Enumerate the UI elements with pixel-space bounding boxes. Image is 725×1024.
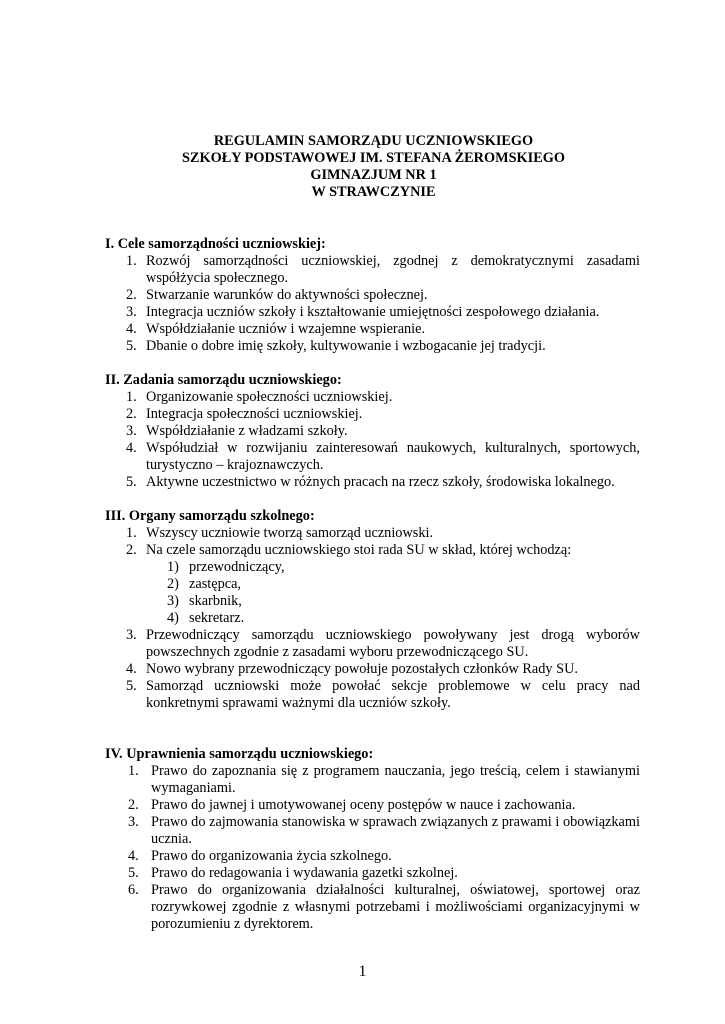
list-item [105,627,640,661]
item-text: Współdziałanie uczniów i wzajemne wspieranie. [146,321,426,337]
list-item [105,814,640,848]
item-text: Wszyscy uczniowie tworzą samorząd uczniowski. [146,525,434,541]
item-text: Prawo do zajmowania stanowiska w sprawach związanych z prawami i obowiązkami ucznia. [151,814,640,847]
item-number: 3. [126,627,137,643]
page-number: 1 [358,963,367,980]
item-text: Prawo do redagowania i wydawania gazetki szkolnej. [151,865,458,881]
item-number: 5. [126,474,137,490]
sub-list-item [105,559,640,576]
item-text: Aktywne uczestnictwo w różnych pracach na rzecz szkoły, środowiska lokalnego. [146,474,615,490]
list-item [105,338,640,355]
item-number: 5. [126,678,137,694]
title-line: REGULAMIN SAMORZĄDU UCZNIOWSKIEGO [213,133,534,149]
item-number: 5. [128,865,139,881]
list-item [105,542,640,559]
list-item [105,661,640,678]
item-number: 4. [126,440,137,456]
sub-item-text: zastępca, [189,576,241,592]
item-number: 1. [128,763,139,779]
title-line: SZKOŁY PODSTAWOWEJ IM. STEFANA ŻEROMSKIEGO [181,150,566,166]
item-text: Samorząd uczniowski może powołać sekcje problemowe w celu pracy nad konkretnymi sprawami ważnymi dla uczniów szkoły. [146,678,640,711]
list-item [105,253,640,287]
section-list [105,525,640,559]
title-line: W STRAWCZYNIE [311,184,436,200]
item-text: Prawo do zapoznania się z programem nauczania, jego treścią, celem i stawianymi wymaganiami. [151,763,640,796]
section-list [105,627,640,712]
item-number: 1. [126,525,137,541]
council-members-list [105,559,640,627]
sub-item-text: skarbnik, [189,593,242,609]
section-heading: IV. Uprawnienia samorządu uczniowskiego: [105,746,374,762]
section-list [105,763,640,933]
section-organs [105,508,640,712]
spacer [105,355,640,372]
section-list [105,253,640,355]
item-number: 2. [126,406,137,422]
spacer [105,712,640,746]
list-item [105,865,640,882]
item-text: Organizowanie społeczności uczniowskiej. [146,389,393,405]
sub-item-text: sekretarz. [189,610,245,626]
sub-list-item [105,610,640,627]
list-item [105,389,640,406]
item-number: 2. [128,797,139,813]
item-number: 3. [128,814,139,830]
sub-item-number: 4) [167,610,179,626]
section-rights [105,746,640,933]
sub-item-number: 2) [167,576,179,592]
item-text: Współudział w rozwijaniu zainteresowań naukowych, kulturalnych, sportowych, turystyczno – krajoznawczych. [146,440,640,473]
item-number: 3. [126,304,137,320]
list-item [105,678,640,712]
item-number: 1. [126,253,137,269]
list-item [105,848,640,865]
item-number: 4. [126,661,137,677]
item-number: 6. [128,882,139,898]
item-text: Przewodniczący samorządu uczniowskiego powoływany jest drogą wyborów powszechnych zgodnie z zasadami wyboru przewodniczącego SU. [146,627,640,660]
item-text: Nowo wybrany przewodniczący powołuje pozostałych członków Rady SU. [146,661,578,677]
list-item [105,304,640,321]
list-item [105,763,640,797]
list-item [105,440,640,474]
item-number: 5. [126,338,137,354]
section-heading: III. Organy samorządu szkolnego: [105,508,315,524]
item-text: Prawo do organizowania życia szkolnego. [151,848,392,864]
section-heading: I. Cele samorządności uczniowskiej: [105,236,326,252]
list-item [105,287,640,304]
list-item [105,321,640,338]
list-item [105,882,640,933]
section-heading: II. Zadania samorządu uczniowskiego: [105,372,342,388]
sub-item-number: 3) [167,593,179,609]
item-text: Na czele samorządu uczniowskiego stoi rada SU w skład, której wchodzą: [146,542,572,558]
title-line: GIMNAZJUM NR 1 [310,167,437,183]
section-goals [105,236,640,355]
item-text: Prawo do jawnej i umotywowanej oceny postępów w nauce i zachowania. [151,797,576,813]
item-text: Współdziałanie z władzami szkoły. [146,423,348,439]
document-body [105,236,640,933]
section-list [105,389,640,491]
item-number: 2. [126,542,137,558]
sub-list-item [105,593,640,610]
item-number: 4. [126,321,137,337]
list-item [105,797,640,814]
sub-list-item [105,576,640,593]
sub-item-text: przewodniczący, [189,559,285,575]
sub-item-number: 1) [167,559,179,575]
item-text: Dbanie o dobre imię szkoły, kultywowanie i wzbogacanie jej tradycji. [146,338,546,354]
document-title [0,133,725,201]
spacer [105,491,640,508]
list-item [105,423,640,440]
item-text: Integracja uczniów szkoły i kształtowanie umiejętności zespołowego działania. [146,304,600,320]
list-item [105,525,640,542]
item-number: 3. [126,423,137,439]
item-number: 2. [126,287,137,303]
section-tasks [105,372,640,491]
item-text: Rozwój samorządności uczniowskiej, zgodnej z demokratycznymi zasadami współżycia społecznego. [146,253,640,286]
item-text: Integracja społeczności uczniowskiej. [146,406,363,422]
item-number: 4. [128,848,139,864]
list-item [105,474,640,491]
item-text: Prawo do organizowania działalności kulturalnej, oświatowej, sportowej oraz rozrywkowej zgodnie z własnymi potrzebami i możliwościami organizacyjnymi w porozumieniu z dyrektorem. [151,882,640,932]
item-text: Stwarzanie warunków do aktywności społecznej. [146,287,428,303]
item-number: 1. [126,389,137,405]
list-item [105,406,640,423]
